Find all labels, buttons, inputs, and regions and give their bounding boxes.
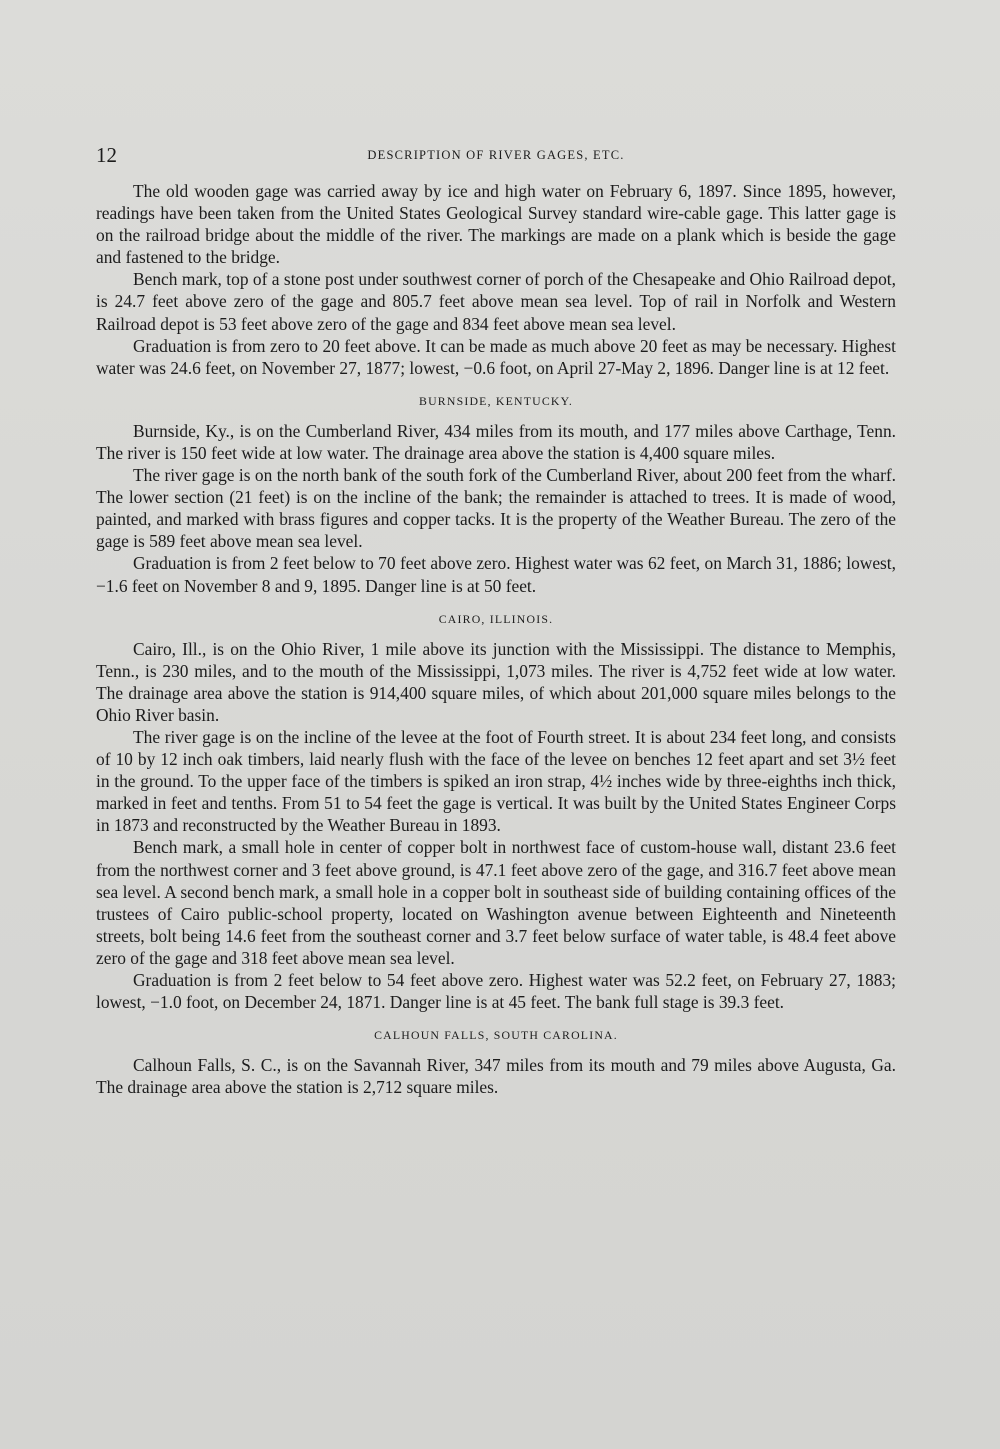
page-header: [96, 142, 896, 168]
body-paragraph: Bench mark, a small hole in center of copper bolt in northwest face of custom-house wall, distant 23.6 feet from the northwest corner and 3 feet above ground, is 47.1 feet above zero of the gage, and 316.7 feet above mean sea level. A second bench mark, a small hole in a copper bolt in southeast side of building containing offices of the trustees of Cairo public-school property, located on Washington avenue between Eighteenth and Nineteenth streets, bolt being 14.6 feet from the southeast corner and 3.7 feet below surface of water table, is 48.4 feet above zero of the gage and 318 feet above mean sea level.: [96, 837, 896, 968]
body-paragraph: Graduation is from 2 feet below to 54 feet above zero. Highest water was 52.2 feet, on February 27, 1883; lowest, −1.0 foot, on December 24, 1871. Danger line is at 45 feet. The bank full stage is 39.3 feet.: [96, 970, 896, 1013]
body-paragraph: Bench mark, top of a stone post under southwest corner of porch of the Chesapeake and Ohio Railroad depot, is 24.7 feet above zero of the gage and 805.7 feet above mean sea level. Top of rail in Norfolk and Western Railroad depot is 53 feet above zero of the gage and 834 feet above mean sea level.: [96, 269, 896, 334]
body-paragraph: Cairo, Ill., is on the Ohio River, 1 mile above its junction with the Mississippi. The distance to Memphis, Tenn., is 230 miles, and to the mouth of the Mississippi, 1,073 miles. The river is 4,752 feet wide at low water. The drainage area above the station is 914,400 square miles, of which about 201,000 square miles belongs to the Ohio River basin.: [96, 638, 896, 725]
section-heading-calhoun-falls: CALHOUN FALLS, SOUTH CAROLINA.: [374, 1028, 618, 1043]
body-paragraph: Graduation is from 2 feet below to 70 feet above zero. Highest water was 62 feet, on March 31, 1886; lowest, −1.6 feet on November 8 and 9, 1895. Danger line is at 50 feet.: [96, 553, 896, 596]
body-paragraph: The old wooden gage was carried away by ice and high water on February 6, 1897. Since 1895, however, readings have been taken from the United States Geological Survey standard wire-cable gage. This latter gage is on the railroad bridge about the middle of the river. The markings are made on a plank which is beside the gage and fastened to the bridge.: [96, 181, 896, 268]
body-paragraph: The river gage is on the incline of the levee at the foot of Fourth street. It is about 234 feet long, and consists of 10 by 12 inch oak timbers, laid nearly flush with the face of the levee on benches 12 feet apart and set 3½ feet in the ground. To the upper face of the timbers is spiked an iron strap, 4½ inches wide by three-eighths inch thick, marked in feet and tenths. From 51 to 54 feet the gage is vertical. It was built by the United States Engineer Corps in 1873 and reconstructed by the Weather Bureau in 1893.: [96, 726, 896, 836]
body-paragraph: Burnside, Ky., is on the Cumberland River, 434 miles from its mouth, and 177 miles above Carthage, Tenn. The river is 150 feet wide at low water. The drainage area above the station is 4,400 square miles.: [96, 420, 896, 463]
body-paragraph: Calhoun Falls, S. C., is on the Savannah River, 347 miles from its mouth and 79 miles above Augusta, Ga. The drainage area above the station is 2,712 square miles.: [96, 1055, 896, 1098]
page-number: 12: [96, 143, 117, 167]
section-heading-cairo: CAIRO, ILLINOIS.: [438, 611, 554, 626]
running-title: DESCRIPTION OF RIVER GAGES, ETC.: [367, 148, 625, 162]
page-body: [96, 180, 896, 1098]
body-paragraph: The river gage is on the north bank of the south fork of the Cumberland River, about 200 feet from the wharf. The lower section (21 feet) is on the incline of the bank; the remainder is attached to trees. It is made of wood, painted, and marked with brass figures and copper tacks. It is the property of the Weather Bureau. The zero of the gage is 589 feet above mean sea level.: [96, 465, 896, 552]
section-heading-burnside: BURNSIDE, KENTUCKY.: [419, 393, 573, 408]
body-paragraph: Graduation is from zero to 20 feet above. It can be made as much above 20 feet as may be necessary. Highest water was 24.6 feet, on November 27, 1877; lowest, −0.6 foot, on April 27-May 2, 1896. Danger line is at 12 feet.: [96, 335, 896, 378]
